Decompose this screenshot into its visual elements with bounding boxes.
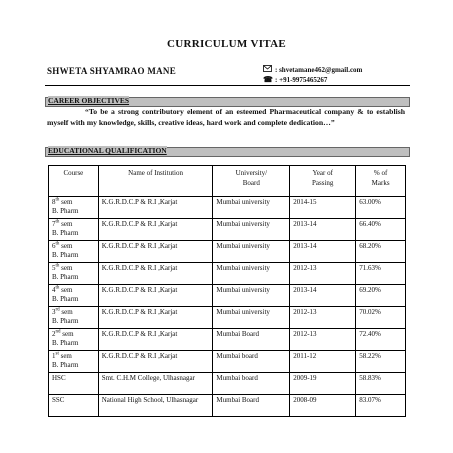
cell-institution: K.G.R.D.C.P & R.I ,Karjat [98,285,213,307]
education-heading: EDUCATIONAL QUALIFICATION [48,146,167,155]
email-text: : shvetamane462@gmail.com [275,65,363,74]
cell-university: Mumbai university [213,219,290,241]
cell-university: Mumbai Board [213,329,290,351]
table-row [49,307,406,329]
page-title: CURRICULUM VITAE [167,38,286,50]
cell-marks: 69.20% [356,285,406,307]
table-row [49,351,406,373]
cell-institution: K.G.R.D.C.P & R.I ,Karjat [98,263,213,285]
cell-university: Mumbai university [213,241,290,263]
cell-marks: 71.63% [356,263,406,285]
cell-course: HSC [49,373,99,395]
table-row [49,395,406,417]
cell-institution: K.G.R.D.C.P & R.I ,Karjat [98,241,213,263]
cell-university: Mumbai board [213,373,290,395]
cell-marks: 72.40% [356,329,406,351]
envelope-icon [263,65,275,74]
cell-course: 3rd sem B. Pharm [49,307,99,329]
phone-text: : +91-9975465267 [275,75,328,84]
header-institution: Name of Institution [98,166,213,197]
table-row [49,373,406,395]
cell-year: 2012-13 [290,307,356,329]
table-row [49,263,406,285]
telephone-icon: ☎ [263,75,273,84]
header-divider [45,85,410,86]
cell-institution: K.G.R.D.C.P & R.I ,Karjat [98,351,213,373]
header-course: Course [49,166,99,197]
table-row [49,329,406,351]
cell-institution: K.G.R.D.C.P & R.I ,Karjat [98,307,213,329]
cell-course: SSC [49,395,99,417]
cell-marks: 63.00% [356,197,406,219]
cell-marks: 70.02% [356,307,406,329]
cell-university: Mumbai university [213,307,290,329]
cell-course: 8th sem B. Pharm [49,197,99,219]
cell-course: 1st sem B. Pharm [49,351,99,373]
header-year: Year of Passing [290,166,356,197]
table-row [49,285,406,307]
cell-year: 2008-09 [290,395,356,417]
cell-year: 2013-14 [290,285,356,307]
email-line [263,65,362,74]
cell-institution: National High School, Ulhasnagar [98,395,213,417]
cell-year: 2012-13 [290,263,356,285]
cell-year: 2011-12 [290,351,356,373]
cell-institution: Smt. C.H.M College, Ulhasnagar [98,373,213,395]
cell-institution: K.G.R.D.C.P & R.I ,Karjat [98,329,213,351]
table-row [49,219,406,241]
cell-marks: 83.07% [356,395,406,417]
cell-institution: K.G.R.D.C.P & R.I ,Karjat [98,197,213,219]
cell-university: Mumbai board [213,351,290,373]
cell-year: 2013-14 [290,241,356,263]
table-row [49,197,406,219]
cell-course: 6th sem B. Pharm [49,241,99,263]
cell-year: 2014-15 [290,197,356,219]
phone-line [263,75,327,84]
objectives-text: “To be a strong contributory element of an esteemed Pharmaceutical company & to establish myself with my knowledge, skills, creative ideas, hard work and complete dedication…” [47,107,405,127]
cell-university: Mumbai Board [213,395,290,417]
cell-university: Mumbai university [213,285,290,307]
header-marks: % of Marks [356,166,406,197]
cell-university: Mumbai university [213,197,290,219]
cell-course: 5th sem B. Pharm [49,263,99,285]
cell-year: 2013-14 [290,219,356,241]
cell-year: 2009-19 [290,373,356,395]
table-header-row [49,166,406,197]
table-row [49,241,406,263]
objectives-heading: CAREER OBJECTIVES [48,96,130,105]
header-university: University/ Board [213,166,290,197]
education-table [48,165,406,417]
cell-marks: 58.22% [356,351,406,373]
candidate-name: SHWETA SHYAMRAO MANE [47,66,177,76]
cell-course: 7th sem B. Pharm [49,219,99,241]
cell-marks: 68.20% [356,241,406,263]
cell-course: 2nd sem B. Pharm [49,329,99,351]
cell-institution: K.G.R.D.C.P & R.I ,Karjat [98,219,213,241]
cell-marks: 66.40% [356,219,406,241]
cell-university: Mumbai university [213,263,290,285]
cell-course: 4th sem B. Pharm [49,285,99,307]
cell-marks: 58.83% [356,373,406,395]
cell-year: 2012-13 [290,329,356,351]
